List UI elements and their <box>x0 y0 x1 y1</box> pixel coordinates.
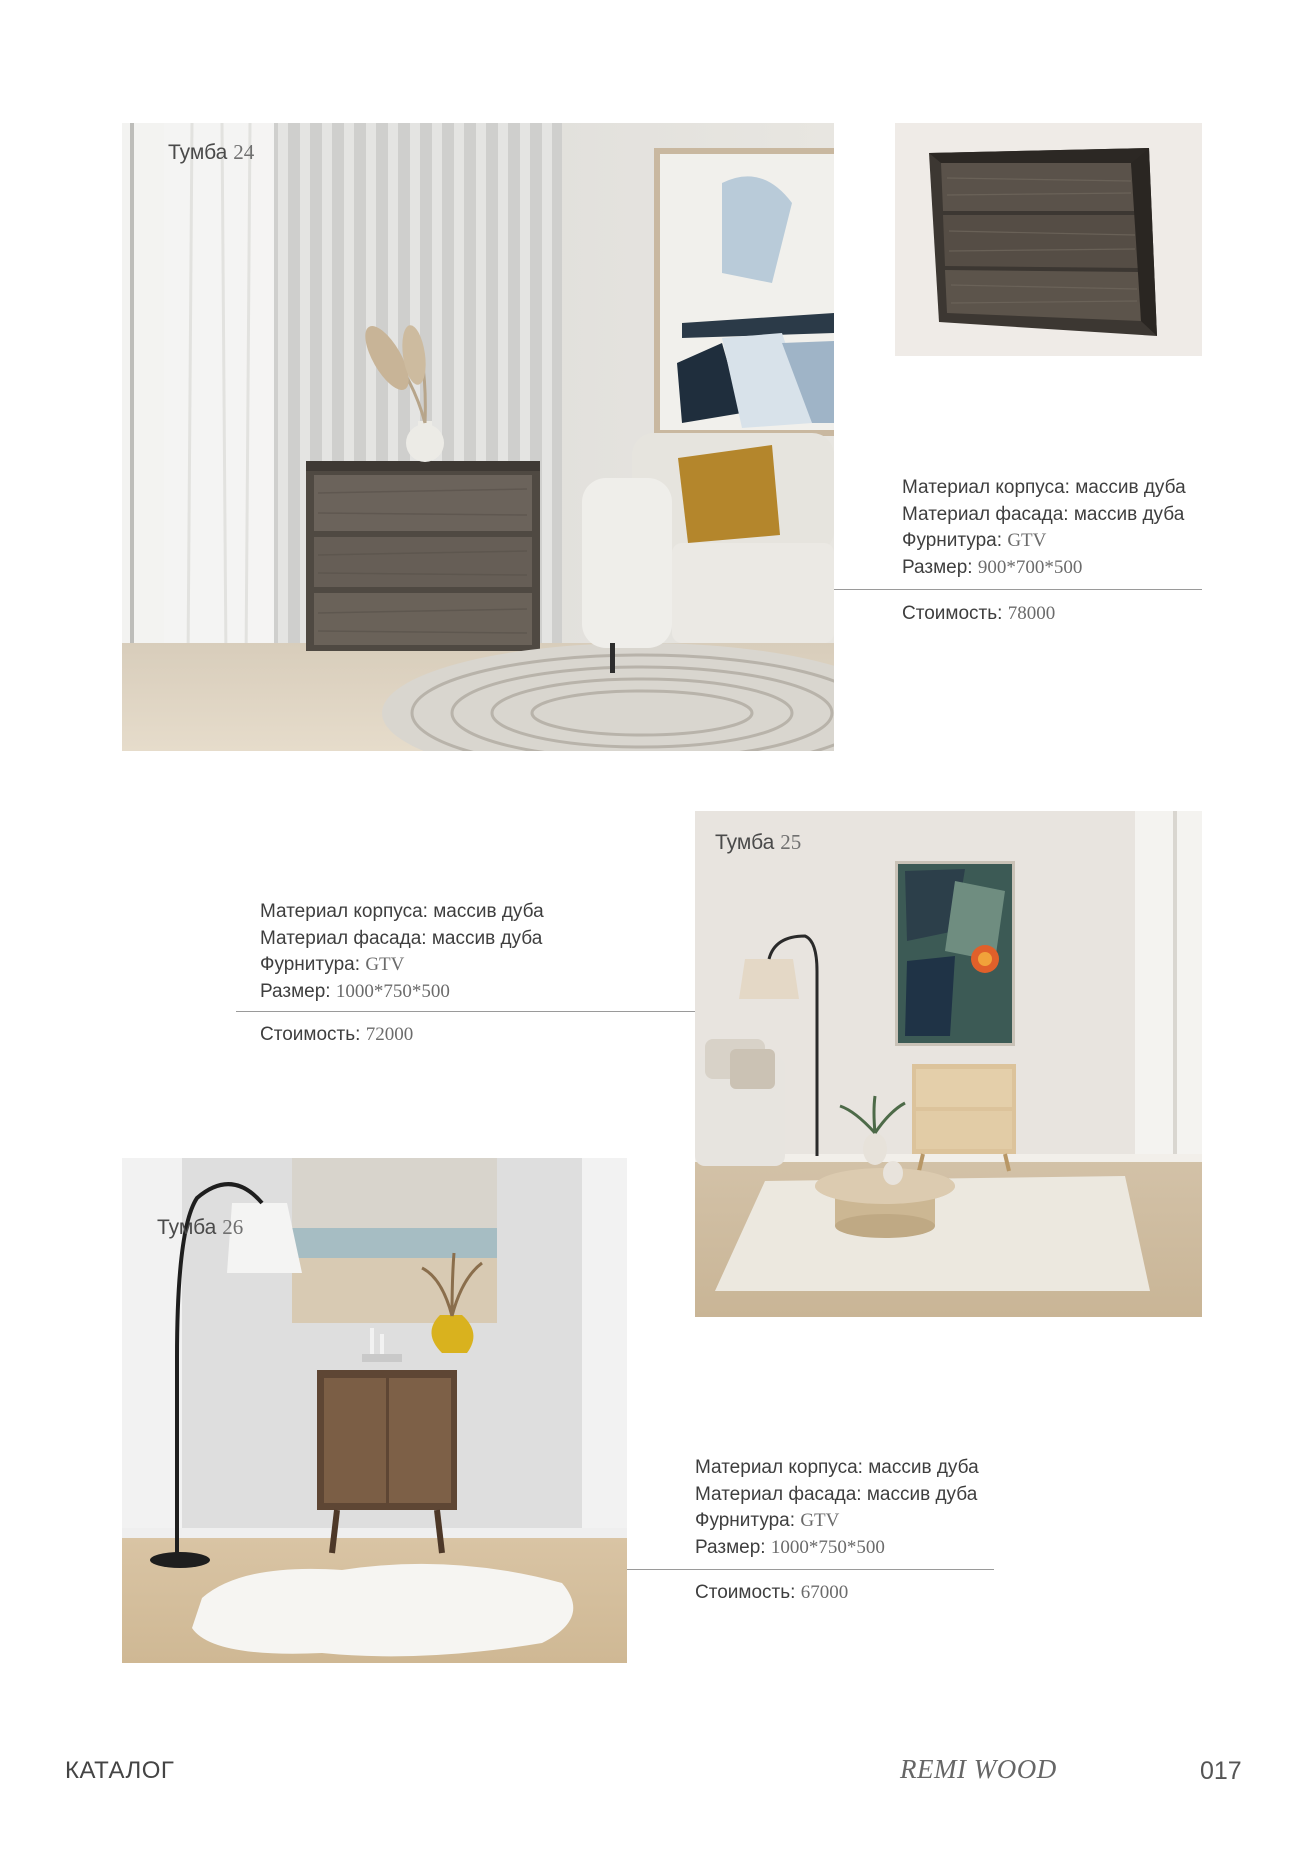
item-24-photo-label <box>168 140 254 165</box>
item-25-number: 25 <box>780 830 802 854</box>
item-26-name: Тумба <box>157 1216 217 1239</box>
item-25-hardware <box>260 952 544 979</box>
item-24-product-photo <box>895 123 1202 356</box>
item-25-body-material <box>260 899 544 926</box>
price-value: 72000 <box>365 1024 414 1045</box>
hardware-value: GTV <box>800 1510 840 1531</box>
hardware-label: Фурнитура: <box>260 954 361 975</box>
facade-material-value: массив дуба <box>1073 503 1185 525</box>
item-24-price <box>902 603 1055 625</box>
size-label: Размер: <box>260 980 331 1002</box>
hardware-label: Фурнитура: <box>695 1510 796 1531</box>
item-24-specs <box>902 475 1186 581</box>
item-25-divider <box>236 1011 695 1012</box>
price-label: Стоимость: <box>902 603 1003 624</box>
hardware-label: Фурнитура: <box>902 530 1003 551</box>
item-26-body-material <box>695 1455 979 1482</box>
body-material-value: массив дуба <box>1075 477 1186 498</box>
item-25-name: Тумба <box>715 831 775 854</box>
item-24-facade-material <box>902 502 1186 529</box>
item-24-divider <box>834 589 1202 590</box>
footer-brand: REMI WOOD <box>900 1754 1057 1784</box>
body-material-label: Материал корпуса: <box>260 901 428 922</box>
facade-material-label: Материал фасада: <box>902 503 1069 525</box>
item-26-facade-material <box>695 1482 979 1509</box>
item-24-name: Тумба <box>168 141 228 164</box>
item-25-facade-material <box>260 926 544 953</box>
item-26-photo-label <box>157 1215 243 1240</box>
item-24-size <box>902 555 1186 582</box>
facade-material-label: Материал фасада: <box>695 1483 862 1505</box>
body-material-label: Материал корпуса: <box>902 477 1070 498</box>
item-25-photo-label <box>715 830 801 855</box>
hardware-value: GTV <box>1007 530 1047 551</box>
item-24-number: 24 <box>233 140 255 164</box>
body-material-value: массив дуба <box>433 901 544 922</box>
item-26-number: 26 <box>222 1215 244 1239</box>
item-26-size <box>695 1535 979 1562</box>
item-25-price <box>260 1024 413 1046</box>
item-26-specs <box>695 1455 979 1561</box>
item-25-specs <box>260 899 544 1005</box>
facade-material-value: массив дуба <box>431 927 543 949</box>
item-26-divider <box>627 1569 994 1570</box>
price-value: 78000 <box>1007 603 1056 624</box>
footer-page-number: 017 <box>1200 1757 1242 1785</box>
size-value: 1000*750*500 <box>770 1536 885 1558</box>
size-value: 1000*750*500 <box>335 980 450 1002</box>
item-25-photo <box>695 811 1202 1317</box>
item-24-photo <box>122 123 834 751</box>
facade-material-value: массив дуба <box>866 1483 978 1505</box>
size-value: 900*700*500 <box>977 556 1083 578</box>
item-26-price <box>695 1582 848 1604</box>
price-label: Стоимость: <box>260 1024 361 1045</box>
item-24-body-material <box>902 475 1186 502</box>
item-26-hardware <box>695 1508 979 1535</box>
size-label: Размер: <box>695 1536 766 1558</box>
body-material-value: массив дуба <box>868 1457 979 1478</box>
item-24-hardware <box>902 528 1186 555</box>
price-value: 67000 <box>800 1582 849 1603</box>
price-label: Стоимость: <box>695 1582 796 1603</box>
hardware-value: GTV <box>365 954 405 975</box>
item-25-size <box>260 979 544 1006</box>
footer-section-title: КАТАЛОГ <box>65 1757 175 1784</box>
size-label: Размер: <box>902 556 973 578</box>
facade-material-label: Материал фасада: <box>260 927 427 949</box>
body-material-label: Материал корпуса: <box>695 1457 863 1478</box>
